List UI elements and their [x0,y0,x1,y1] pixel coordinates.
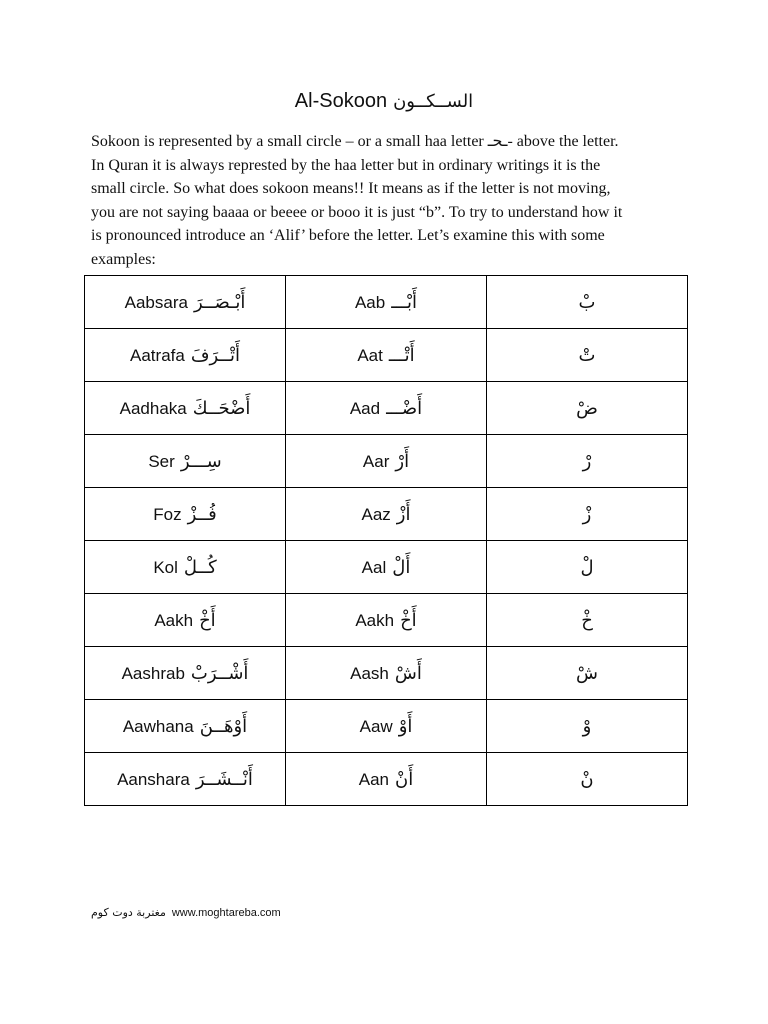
word-latin: Aabsara [124,292,188,312]
table-row [85,700,688,753]
word-cell [85,594,286,647]
table-row [85,382,688,435]
syllable-latin: Aaz [361,504,391,524]
letter-with-sokoon: ضْ [576,397,598,419]
word-cell [85,488,286,541]
table-row [85,276,688,329]
letter-cell [487,276,688,329]
table-row [85,435,688,488]
word-arabic: أَوْهَــنَ [199,715,248,737]
syllable-cell [286,647,487,700]
syllable-cell [286,329,487,382]
syllable-latin: Aar [362,451,390,471]
footer-arabic: مغتربة دوت كوم [91,906,166,919]
footer-url[interactable]: www.moghtareba.com [171,907,281,919]
letter-cell [487,435,688,488]
letter-cell [487,382,688,435]
table-row [85,753,688,806]
word-arabic: أَشْــرَبْ [190,662,249,684]
word-latin: Foz [153,504,182,524]
syllable-arabic: أَرْ [395,450,410,472]
intro-line: small circle. So what does sokoon means!! It means as if the letter is not moving, [91,180,611,197]
syllable-arabic: أَشْ [394,662,422,684]
letter-with-sokoon: وْ [582,715,592,737]
word-arabic: أَضْحَــكَ [192,397,251,419]
syllable-cell [286,488,487,541]
letter-with-sokoon: رْ [582,450,592,472]
title-arabic: الســكــون [393,91,474,112]
syllable-cell [286,753,487,806]
word-cell [85,647,286,700]
word-cell [85,329,286,382]
syllable-arabic: أَلْ [392,556,411,578]
syllable-latin: Aal [361,557,387,577]
table-row [85,329,688,382]
intro-line: In Quran it is always represted by the haa letter but in ordinary writings it is the [91,156,601,174]
sokoon-examples-table [84,275,688,806]
title-latin: Al-Sokoon [294,90,388,112]
word-latin: Kol [153,557,178,577]
word-arabic: أَبْـصَــرَ [193,291,246,313]
letter-with-sokoon: نْ [580,768,594,790]
word-latin: Aashrab [121,663,185,683]
table-row [85,647,688,700]
word-arabic: كُــلْ [183,556,217,578]
word-cell [85,753,286,806]
syllable-latin: Aab [354,292,386,312]
syllable-latin: Aat [357,345,383,365]
intro-line: is pronounced introduce an ‘Alif’ before the letter. Let’s examine this with some [91,227,605,244]
word-latin: Aanshara [117,769,190,789]
letter-with-sokoon: لْ [580,556,594,578]
syllable-arabic: أَتْـــ [388,344,415,366]
letter-cell [487,753,688,806]
word-latin: Ser [148,451,175,471]
syllable-cell [286,276,487,329]
word-latin: Aawhana [122,716,194,736]
table-row [85,488,688,541]
word-cell [85,435,286,488]
intro-paragraph [91,130,683,271]
intro-line: you are not saying baaaa or beeee or booo it is just “b”. To try to understand how it [91,203,623,221]
syllable-arabic: أَضْـــ [386,397,423,419]
letter-cell [487,329,688,382]
syllable-arabic: أَبْـــ [391,291,418,313]
word-cell [85,700,286,753]
word-latin: Aatrafa [130,345,185,365]
letter-with-sokoon: تْ [578,344,596,366]
syllable-latin: Aakh [355,610,395,630]
word-arabic: أَنْــشَــرَ [195,768,253,790]
letter-cell [487,594,688,647]
word-arabic: أَتْــرَفَ [190,344,240,366]
word-cell [85,276,286,329]
letter-cell [487,488,688,541]
syllable-latin: Aash [350,663,389,683]
letter-with-sokoon: شْ [576,662,598,684]
table-row [85,541,688,594]
letter-with-sokoon: زْ [582,503,592,525]
intro-line: examples: [91,250,156,268]
syllable-latin: Aaw [359,716,393,736]
word-latin: Aadhaka [119,398,187,418]
letter-cell [487,700,688,753]
syllable-cell [286,541,487,594]
footer [91,906,281,919]
syllable-arabic: أَزْ [396,503,411,525]
syllable-cell [286,594,487,647]
word-cell [85,382,286,435]
syllable-latin: Aad [349,398,381,418]
letter-with-sokoon: خْ [581,609,593,631]
syllable-arabic: أَوْ [398,715,413,737]
syllable-arabic: أَنْ [395,768,414,790]
letter-with-sokoon: بْ [578,291,596,313]
table-row [85,594,688,647]
letter-cell [487,541,688,594]
word-latin: Aakh [154,610,194,630]
intro-line: Sokoon is represented by a small circle – or a small haa letter ـحـ- above the letter. [91,133,619,150]
word-cell [85,541,286,594]
syllable-arabic: أَخْ [400,609,417,631]
syllable-cell [286,382,487,435]
word-arabic: أَخْ [199,609,216,631]
letter-cell [487,647,688,700]
word-arabic: فُــزْ [187,503,217,525]
syllable-cell [286,700,487,753]
syllable-latin: Aan [358,769,389,789]
syllable-cell [286,435,487,488]
word-arabic: سِـــرْ [180,450,222,472]
page-title [0,86,768,117]
